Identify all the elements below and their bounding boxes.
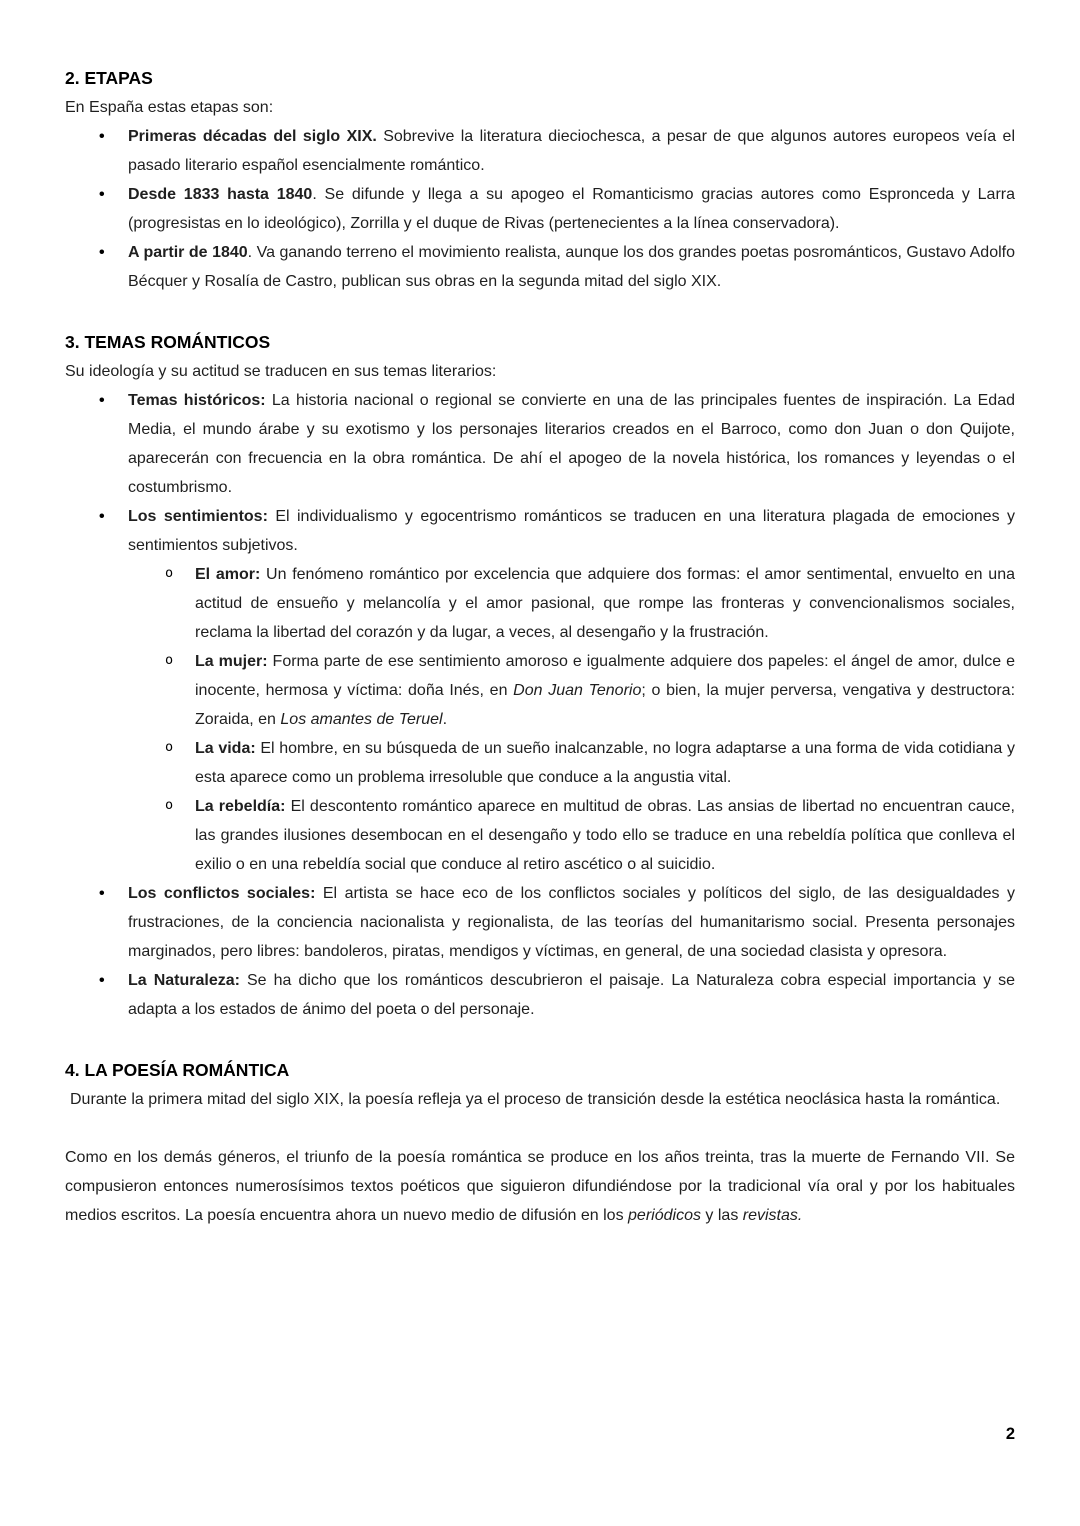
text-segment: Sobrevive la literatura dieciochesca, a pesar de que algunos autores europeos veía el pasado literario español esencialmente romántico.: [128, 128, 1016, 174]
text-segment: . Se difunde y llega a su apogeo el Romanticismo gracias autores como Espronceda y Larra (progresistas en lo ideológico), Zorrilla y el duque de Rivas (pertenecientes a la línea conservadora).: [128, 186, 1016, 232]
bullet-item: [65, 502, 1015, 879]
sub-bullet-item: [128, 647, 1015, 734]
intro-etapas: En España estas etapas son:: [65, 99, 274, 116]
text-segment: Durante la primera mitad del siglo XIX, la poesía refleja ya el proceso de transición desde la estética neoclásica hasta la romántica.: [70, 1091, 1001, 1108]
poesia-paragraph: [65, 1143, 1015, 1230]
text-segment: La rebeldía:: [195, 798, 286, 815]
intro-temas: Su ideología y su actitud se traducen en sus temas literarios:: [65, 363, 497, 380]
bullet-item: [65, 122, 1015, 180]
sub-bullet-item: [128, 792, 1015, 879]
text-segment: El individualismo y egocentrismo románticos se traducen en una literatura plagada de emociones y sentimientos subjetivos.: [128, 508, 1016, 554]
text-segment: El descontento romántico aparece en multitud de obras. Las ansias de libertad no encuentran cauce, las grandes ilusiones desembocan en el desengaño y todo ello se traduce en una rebeldía política que conlleva el exilio o en una rebeldía social que conduce al retiro ascético o al suicidio.: [195, 798, 1015, 873]
bullet-text: [128, 508, 1015, 554]
text-segment: El amor:: [195, 566, 261, 583]
text-segment: y las: [700, 1207, 743, 1224]
text-segment: Don Juan Tenorio: [513, 682, 642, 699]
sub-bullet-item: [128, 560, 1015, 647]
text-segment: Un fenómeno romántico por excelencia que adquiere dos formas: el amor sentimental, envuelto en una actitud de ensueño y melancolía y el amor pasional, que rompe las fronteras y convencionalismos sociales, reclama la libertad del corazón y da lugar, a veces, al desengaño y la frustración.: [195, 566, 1015, 641]
text-segment: ; o bien, la mujer perversa, vengativa y destructora: Zoraida, en: [195, 682, 1016, 728]
text-segment: periódicos: [628, 1207, 701, 1224]
heading-temas: 3. TEMAS ROMÁNTICOS: [65, 332, 271, 352]
text-segment: .: [442, 711, 448, 728]
text-segment: Los conflictos sociales:: [128, 885, 316, 902]
text-segment: Como en los demás géneros, el triunfo de la poesía romántica se produce en los años treinta, tras la muerte de Fernando VII. Se compusieron entonces numerosísimos textos poéticos que siguieron difundiéndose por la tradicional vía oral y por los habituales medios escritos. La poesía encuentra ahora un nuevo medio de difusión en los: [65, 1149, 1015, 1224]
text-segment: Los amantes de Teruel: [280, 711, 443, 728]
temas-bullet-list: [65, 386, 1015, 1024]
etapas-bullet-list: [65, 122, 1015, 296]
text-segment: El hombre, en su búsqueda de un sueño inalcanzable, no logra adaptarse a una forma de vida cotidiana y esta aparece como un problema irresoluble que conduce a la angustia vital.: [195, 740, 1015, 786]
bullet-item: [65, 180, 1015, 238]
text-segment: Desde 1833 hasta 1840: [128, 186, 313, 203]
sentimientos-sublist: [128, 560, 1015, 879]
poesia-paragraph: [65, 1085, 1015, 1114]
text-segment: Los sentimientos:: [128, 508, 268, 525]
bullet-item: [65, 879, 1015, 966]
heading-poesia: 4. LA POESÍA ROMÁNTICA: [65, 1060, 290, 1080]
text-segment: revistas.: [742, 1207, 803, 1224]
text-segment: A partir de 1840: [128, 244, 248, 261]
heading-etapas: 2. ETAPAS: [65, 68, 153, 88]
bullet-item: [65, 386, 1015, 502]
text-segment: . Va ganando terreno el movimiento realista, aunque los dos grandes poetas posrománticos, Gustavo Adolfo Bécquer y Rosalía de Castro, publican sus obras en la segunda mitad del siglo XIX.: [128, 244, 1016, 290]
text-segment: Primeras décadas del siglo XIX.: [128, 128, 377, 145]
text-segment: Se ha dicho que los románticos descubrieron el paisaje. La Naturaleza cobra especial importancia y se adapta a los estados de ánimo del poeta o del personaje.: [128, 972, 1015, 1018]
text-segment: La vida:: [195, 740, 256, 757]
bullet-item: [65, 238, 1015, 296]
text-segment: La historia nacional o regional se convierte en una de las principales fuentes de inspiración. La Edad Media, el mundo árabe y su exotismo y los personajes literarios creados en el Barroco, como don Juan o don Quijote, aparecerán con frecuencia en la obra romántica. De ahí el apogeo de la novela histórica, los romances y leyendas o el costumbrismo.: [128, 392, 1016, 496]
text-segment: Temas históricos:: [128, 392, 266, 409]
bullet-item: [65, 966, 1015, 1024]
text-segment: El artista se hace eco de los conflictos sociales y políticos del siglo, de las desigualdades y frustraciones, de la conciencia nacionalista y regionalista, de las teorías del humanitarismo social. Presenta personajes marginados, pero libres: bandoleros, piratas, mendigos y víctimas, en general, de una sociedad clasista y opresora.: [128, 885, 1015, 960]
page-number: 2: [1005, 1425, 1015, 1443]
sub-bullet-item: [128, 734, 1015, 792]
text-segment: La Naturaleza:: [128, 972, 240, 989]
text-segment: La mujer:: [195, 653, 268, 670]
text-segment: Forma parte de ese sentimiento amoroso e igualmente adquiere dos papeles: el ángel de amor, dulce e inocente, hermosa y víctima: doña Inés, en: [195, 653, 1015, 699]
